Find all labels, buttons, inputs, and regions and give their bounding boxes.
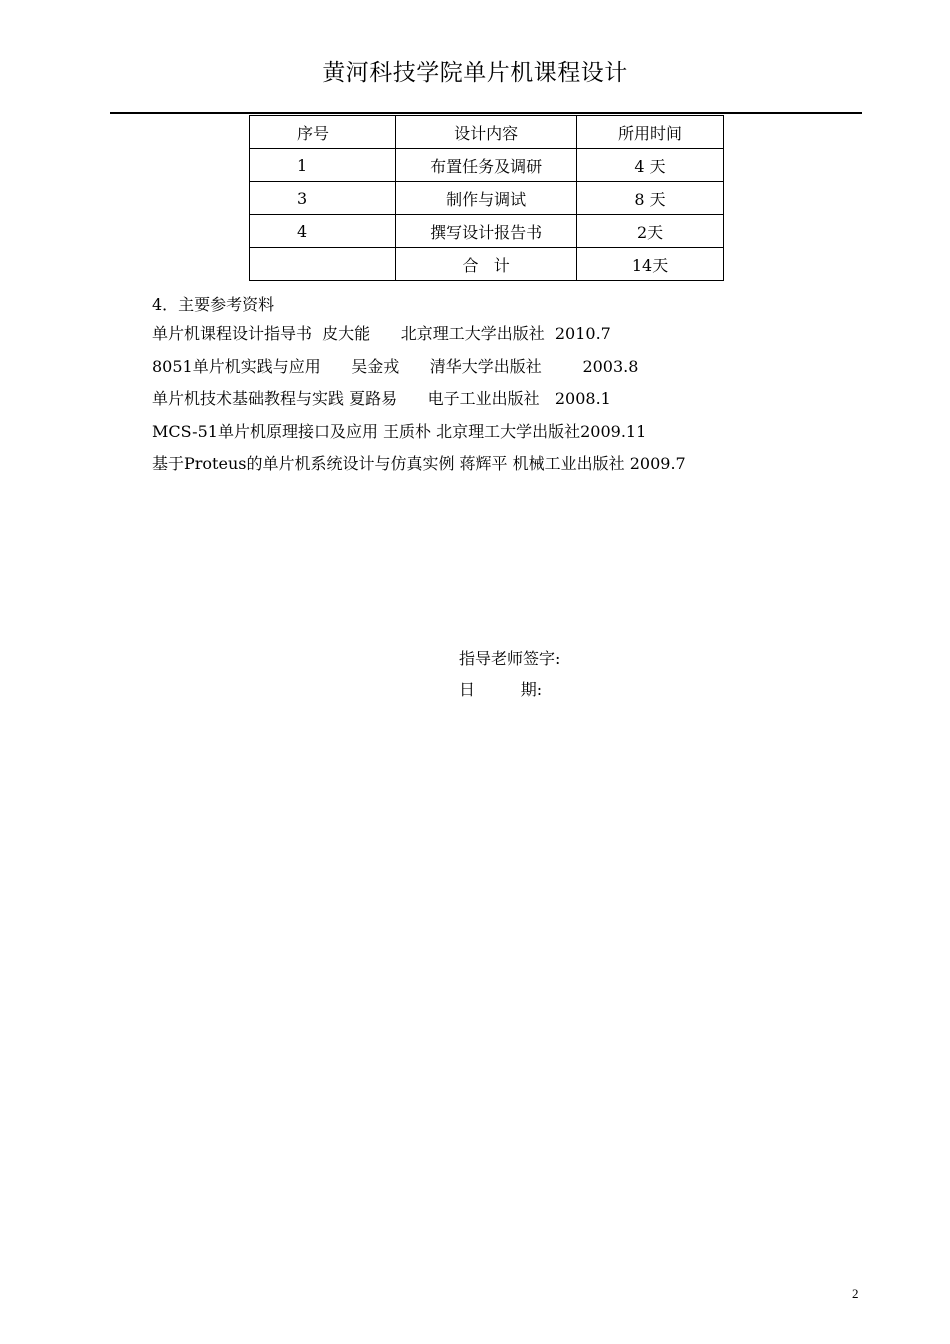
references-list <box>152 322 686 485</box>
table-cell: 4 天 <box>577 149 724 182</box>
table-row <box>250 149 724 182</box>
table-cell: 所用时间 <box>577 116 724 149</box>
references-heading: 4．主要参考资料 <box>152 295 275 314</box>
table-cell: 制作与调试 <box>396 182 577 215</box>
table-cell: 8 天 <box>577 182 724 215</box>
list-item: 单片机课程设计指导书 皮大能 北京理工大学出版社 2010.7 <box>152 324 611 343</box>
table-cell: 合 计 <box>396 248 577 281</box>
table-cell: 14天 <box>577 248 724 281</box>
list-item: 基于Proteus的单片机系统设计与仿真实例 蒋辉平 机械工业出版社 2009.7 <box>152 454 686 474</box>
table-cell: 1 <box>250 149 396 182</box>
table-cell: 2天 <box>577 215 724 248</box>
list-item: 8051单片机实践与应用 吴金戎 清华大学出版社 2003.8 <box>152 356 639 376</box>
page-number: 2 <box>852 1286 859 1301</box>
table-cell <box>250 248 396 281</box>
header-divider <box>110 112 862 114</box>
table-cell: 撰写设计报告书 <box>396 215 577 248</box>
table-row <box>250 215 724 248</box>
advisor-signature-label: 指导老师签字: <box>459 649 561 668</box>
signature-block <box>459 647 560 709</box>
date-label: 日 期: <box>459 680 543 699</box>
table-header-row <box>250 116 724 149</box>
table-cell: 设计内容 <box>396 116 577 149</box>
table-row <box>250 182 724 215</box>
table-cell: 3 <box>250 182 396 215</box>
table-cell: 4 <box>250 215 396 248</box>
page-header-title: 黄河科技学院单片机课程设计 <box>322 60 628 86</box>
table-cell: 序号 <box>250 116 396 149</box>
table-cell: 布置任务及调研 <box>396 149 577 182</box>
table-total-row <box>250 248 724 281</box>
list-item: 单片机技术基础教程与实践 夏路易 电子工业出版社 2008.1 <box>152 389 611 409</box>
list-item: MCS-51单片机原理接口及应用 王质朴 北京理工大学出版社2009.11 <box>152 421 647 441</box>
schedule-table <box>249 115 724 281</box>
